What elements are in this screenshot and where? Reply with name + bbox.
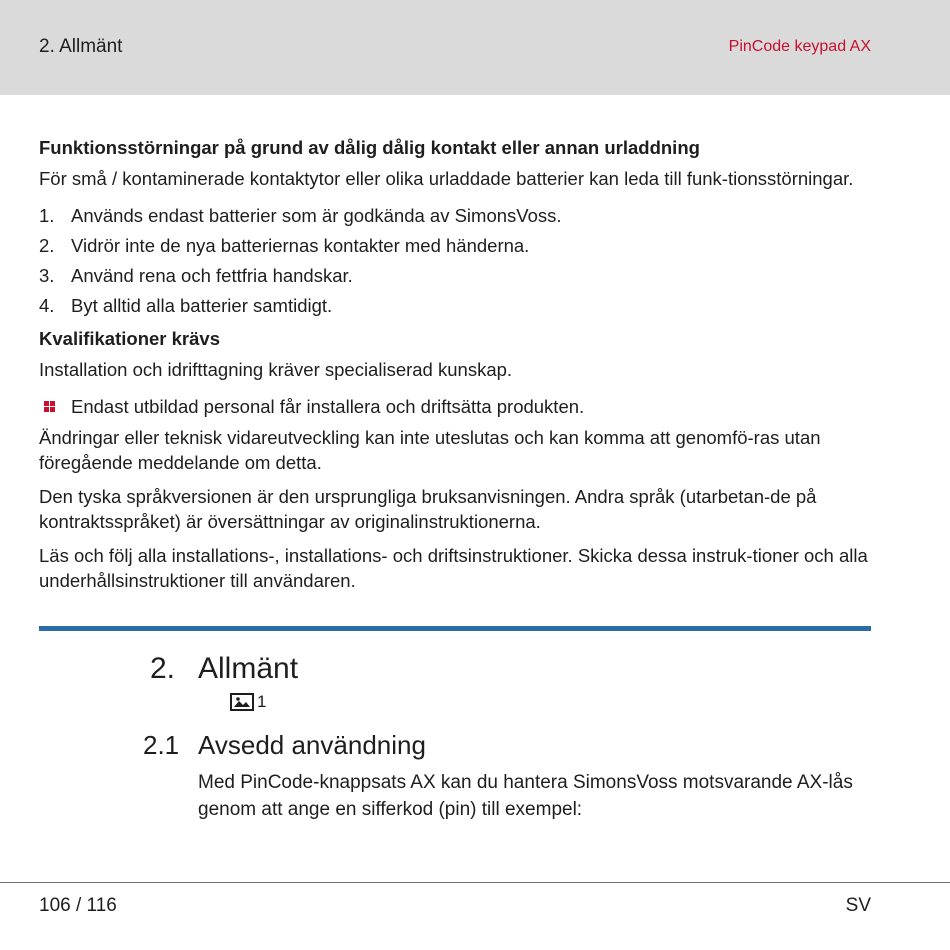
- bullet-item: [39, 391, 871, 421]
- page-number: 106 / 116: [39, 895, 117, 916]
- list-item-text: Vidrör inte de nya batteriernas kontakter med händerna.: [71, 234, 530, 256]
- paragraph-changes: Ändringar eller teknisk vidareutveckling kan inte uteslutas och kan komma att genomfö-ras utan föregående meddelande om detta.: [39, 427, 821, 473]
- main-content: [39, 135, 871, 602]
- header-product: PinCode keypad AX: [728, 38, 871, 55]
- image-reference: [230, 692, 266, 712]
- list-item: [39, 290, 871, 320]
- list-item-number: 3.: [39, 264, 55, 286]
- paragraph-instructions: Läs och följ alla installations-, installations- och driftsinstruktioner. Skicka dessa instruk-tioner och alla underhållsinstruktioner till användaren.: [39, 545, 868, 591]
- paragraph-malfunctions: För små / kontaminerade kontaktytor eller olika urladdade batterier kan leda till funk-tionsstörningar.: [39, 168, 854, 189]
- numbered-list: [39, 200, 871, 320]
- section-title: Avsedd användning: [198, 730, 426, 760]
- section-body-text: Med PinCode-knappsats AX kan du hantera SimonsVoss motsvarande AX-lås genom att ange en sifferkod (pin) till exempel:: [198, 772, 853, 820]
- image-icon: [230, 693, 254, 711]
- list-item-text: Använd rena och fettfria handskar.: [71, 264, 353, 286]
- heading-malfunctions: Funktionsstörningar på grund av dålig dålig kontakt eller annan urladdning: [39, 137, 700, 158]
- page-header: [0, 0, 950, 95]
- list-item-text: Byt alltid alla batterier samtidigt.: [71, 294, 333, 316]
- list-item: [39, 200, 871, 230]
- list-item-number: 1.: [39, 204, 55, 226]
- bullet-item-text: Endast utbildad personal får installera och driftsätta produkten.: [71, 395, 585, 417]
- chapter-title: Allmänt: [198, 652, 299, 685]
- list-item: [39, 260, 871, 290]
- paragraph-qualifications: Installation och idrifttagning kräver specialiserad kunskap.: [39, 359, 513, 380]
- list-item: [39, 230, 871, 260]
- heading-qualifications: Kvalifikationer krävs: [39, 328, 220, 349]
- section-divider: [39, 626, 871, 631]
- chapter-number: 2.: [150, 652, 176, 685]
- red-four-square-bullet-icon: [39, 398, 71, 414]
- footer-divider: [0, 882, 950, 883]
- list-item-number: 2.: [39, 234, 55, 256]
- list-item-text: Används endast batterier som är godkända av SimonsVoss.: [71, 204, 562, 226]
- language-code: SV: [845, 895, 871, 916]
- paragraph-language: Den tyska språkversionen är den ursprungliga bruksanvisningen. Andra språk (utarbetan-de på kontraktsspråket) är översättningar av originalinstruktionerna.: [39, 486, 817, 532]
- header-chapter: 2. Allmänt: [39, 36, 123, 57]
- image-reference-number: 1: [257, 692, 267, 711]
- list-item-number: 4.: [39, 294, 55, 316]
- section-number: 2.1: [143, 730, 180, 760]
